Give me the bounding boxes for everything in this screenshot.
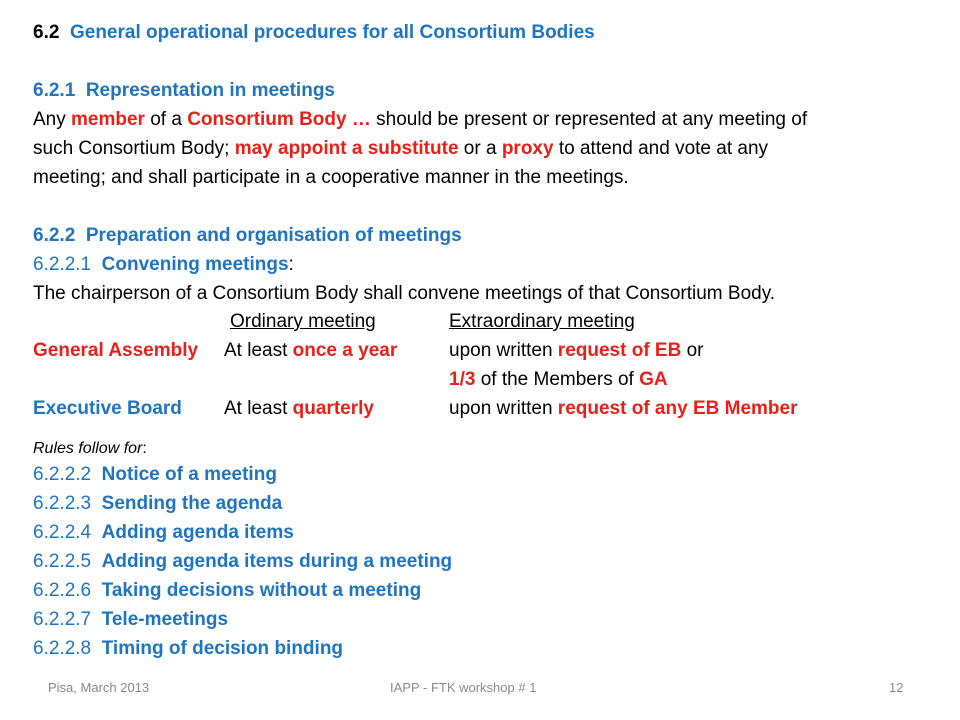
rule-item [33,580,421,602]
subsection-622-heading [33,225,462,247]
text-run: At least [224,340,293,361]
rule-title: Taking decisions without a meeting [101,580,422,601]
highlight-quarterly: quarterly [292,398,374,419]
text-run: At least [224,398,293,419]
rule-item [33,609,228,631]
rule-number: 6.2.2.5 [33,551,92,572]
section-number: 6.2 [33,22,60,43]
rule-title: Adding agenda items [101,522,294,543]
rule-item [33,551,452,573]
rule-item [33,464,277,486]
highlight-member: member [71,109,145,130]
text-run: to attend and vote at any [553,138,769,159]
rule-title: Notice of a meeting [101,464,277,485]
text-run: or a [458,138,502,159]
highlight-proxy: proxy [501,138,554,159]
representation-line-1 [33,109,807,131]
text-run: of a [144,109,188,130]
row-general-assembly: General Assembly [33,340,199,361]
rules-intro [33,438,147,460]
rules-intro-text: Rules follow for [33,440,143,457]
rule-number: 6.2.2.6 [33,580,92,601]
rule-number: 6.2.2.4 [33,522,92,543]
rule-item [33,522,294,544]
subsection-622-title: Preparation and organisation of meetings [85,225,462,246]
highlight-ga: GA [639,369,668,390]
text-run: such Consortium Body; [33,138,235,159]
header-ordinary-meeting: Ordinary meeting [230,311,376,332]
ga-ordinary [224,340,397,362]
footer-date: Pisa, March 2013 [48,680,150,695]
rule-title: Tele-meetings [101,609,229,630]
rule-number: 6.2.2.8 [33,638,92,659]
rule-title: Adding agenda items during a meeting [101,551,453,572]
rule-title: Sending the agenda [101,493,283,514]
rule-number: 6.2.2.3 [33,493,92,514]
ga-extraordinary-2 [449,369,668,391]
text-run: should be present or represented at any meeting of [370,109,808,130]
rules-intro-colon: : [142,440,147,457]
representation-line-2 [33,138,768,160]
text-run: Any [33,109,72,130]
subsection-621-heading [33,80,335,102]
ga-extraordinary [449,340,704,362]
highlight-consortium-body: Consortium Body … [187,109,371,130]
eb-ordinary [224,398,374,420]
convening-title: Convening meetings [101,254,289,275]
text-run: or [681,340,704,361]
section-heading [33,22,595,44]
convening-heading [33,254,294,276]
subsection-621-title: Representation in meetings [85,80,335,101]
footer-workshop: IAPP - FTK workshop # 1 [390,680,537,695]
row-executive-board: Executive Board [33,398,182,419]
highlight-request-any-eb-member: request of any EB Member [557,398,798,419]
subsection-622-number: 6.2.2 [33,225,76,246]
rule-item [33,638,343,660]
representation-line-3: meeting; and shall participate in a cooperative manner in the meetings. [33,167,629,188]
highlight-request-of-eb: request of EB [557,340,682,361]
highlight-one-third: 1/3 [449,369,476,390]
highlight-substitute: may appoint a substitute [234,138,459,159]
text-run: upon written [449,340,558,361]
rule-title: Timing of decision binding [101,638,344,659]
section-title: General operational procedures for all Consortium Bodies [69,22,595,43]
convening-number: 6.2.2.1 [33,254,92,275]
rule-number: 6.2.2.7 [33,609,92,630]
header-extraordinary-meeting: Extraordinary meeting [449,311,635,332]
convening-colon: : [288,254,294,275]
subsection-621-number: 6.2.1 [33,80,76,101]
rule-number: 6.2.2.2 [33,464,92,485]
text-run: of the Members of [475,369,640,390]
highlight-once-a-year: once a year [292,340,398,361]
eb-extraordinary [449,398,797,420]
footer-page-number: 12 [889,680,904,695]
text-run: upon written [449,398,558,419]
chairperson-text: The chairperson of a Consortium Body shall convene meetings of that Consortium Body. [33,283,776,304]
rule-item [33,493,282,515]
